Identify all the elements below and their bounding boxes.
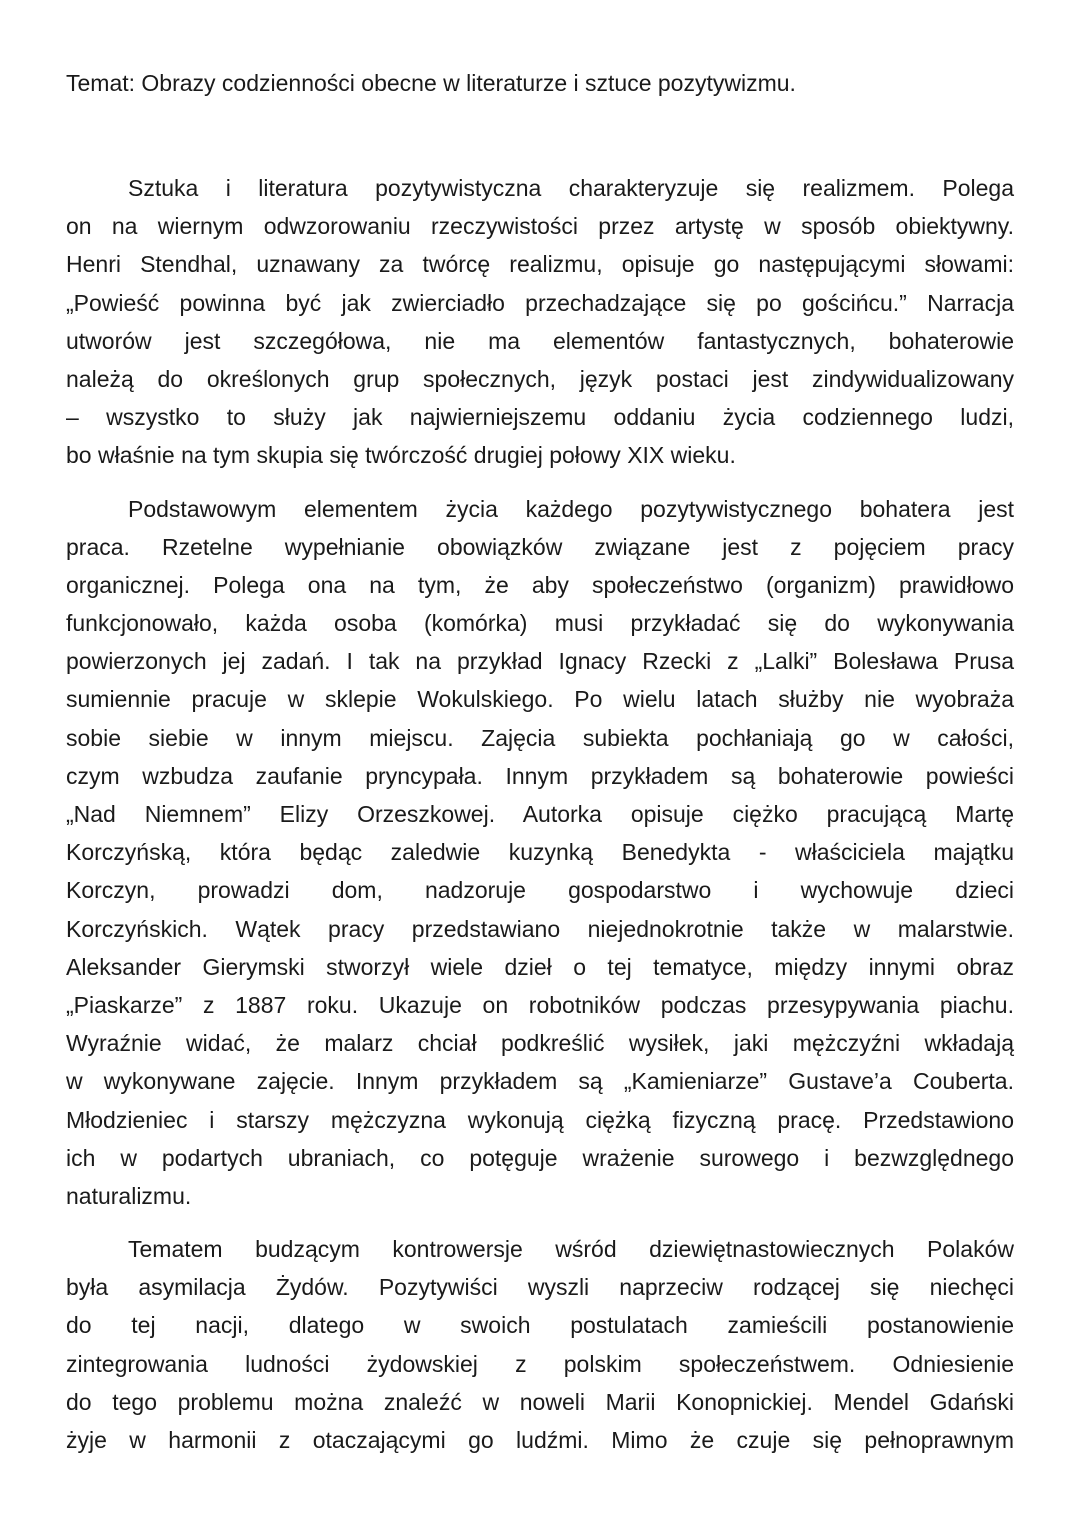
text-line: funkcjonowało, każda osoba (komórka) musi przykładać się do wykonywania (66, 610, 1014, 637)
text-line: „Powieść powinna być jak zwierciadło przechadzające się po gościńcu.” Narracja (66, 289, 1014, 316)
document-title: Temat: Obrazy codzienności obecne w literaturze i sztuce pozytywizmu. (66, 70, 796, 96)
text-line: „Nad Niemnem” Elizy Orzeszkowej. Autorka opisuje ciężko pracującą Martę (66, 801, 1014, 827)
text-line: naturalizmu. (66, 1182, 192, 1209)
text-line: bo właśnie na tym skupia się twórczość drugiej połowy XIX wieku. (66, 442, 736, 469)
text-line: powierzonych jej zadań. I tak na przykład Ignacy Rzecki z „Lalki” Bolesława Prusa (66, 648, 1014, 675)
text-line: do tej nacji, dlatego w swoich postulatach zamieścili postanowienie (66, 1312, 1014, 1339)
paragraph-1 (66, 169, 1014, 475)
text-line: Korczyn, prowadzi dom, nadzoruje gospodarstwo i wychowuje dzieci (66, 877, 1014, 904)
text-line: Korczyńską, która będąc zaledwie kuzynką Benedykta - właściciela majątku (66, 839, 1014, 866)
text-line: utworów jest szczegółowa, nie ma elementów fantastycznych, bohaterowie (66, 327, 1014, 354)
text-line: zintegrowania ludności żydowskiej z polskim społeczeństwem. Odniesienie (66, 1350, 1014, 1377)
text-line: Młodzieniec i starszy mężczyzna wykonują ciężką fizyczną pracę. Przedstawiono (66, 1106, 1014, 1133)
text-line: była asymilacja Żydów. Pozytywiści wyszli naprzeciw rodzącej się niechęci (66, 1274, 1014, 1301)
text-line: czym wzbudza zaufanie pryncypała. Innym przykładem są bohaterowie powieści (66, 762, 1014, 789)
paragraph-2 (66, 490, 1014, 1216)
text-line: sobie siebie w innym miejscu. Zajęcia subiekta pochłaniają go w całości, (66, 724, 1014, 751)
text-line: ich w podartych ubraniach, co potęguje wrażenie surowego i bezwzględnego (66, 1144, 1014, 1171)
text-line: Sztuka i literatura pozytywistyczna charakteryzuje się realizmem. Polega (128, 175, 1014, 201)
text-line: w wykonywane zajęcie. Innym przykładem są „Kamieniarze” Gustave’a Couberta. (66, 1068, 1014, 1095)
text-line: on na wiernym odwzorowaniu rzeczywistości przez artystę w sposób obiektywny. (66, 213, 1014, 240)
text-line: Wyraźnie widać, że malarz chciał podkreślić wysiłek, jaki mężczyźni wkładają (66, 1030, 1014, 1057)
text-line: „Piaskarze” z 1887 roku. Ukazuje on robotników podczas przesypywania piachu. (66, 991, 1014, 1018)
text-line: żyje w harmonii z otaczającymi go ludźmi. Mimo że czuje się pełnoprawnym (66, 1427, 1014, 1453)
text-line: Podstawowym elementem życia każdego pozytywistycznego bohatera jest (128, 495, 1014, 522)
text-line: Korczyńskich. Wątek pracy przedstawiano niejednokrotnie także w malarstwie. (66, 915, 1014, 942)
text-line: organicznej. Polega ona na tym, że aby społeczeństwo (organizm) prawidłowo (66, 571, 1014, 598)
document-body (66, 169, 1014, 1459)
text-line: należą do określonych grup społecznych, język postaci jest zindywidualizowany (66, 365, 1014, 392)
text-line: Henri Stendhal, uznawany za twórcę realizmu, opisuje go następującymi słowami: (66, 251, 1014, 278)
paragraph-3 (66, 1230, 1014, 1459)
text-line: Aleksander Gierymski stworzył wiele dzieł o tej tematyce, między innymi obraz (66, 953, 1014, 980)
text-line: Tematem budzącym kontrowersje wśród dziewiętnastowiecznych Polaków (128, 1236, 1014, 1263)
text-line: praca. Rzetelne wypełnianie obowiązków związane jest z pojęciem pracy (66, 533, 1014, 560)
text-line: do tego problemu można znaleźć w noweli Marii Konopnickiej. Mendel Gdański (66, 1388, 1014, 1415)
text-line: sumiennie pracuje w sklepie Wokulskiego. Po wielu latach służby nie wyobraża (66, 686, 1014, 713)
text-line: – wszystko to służy jak najwierniejszemu oddaniu życia codziennego ludzi, (66, 404, 1014, 431)
